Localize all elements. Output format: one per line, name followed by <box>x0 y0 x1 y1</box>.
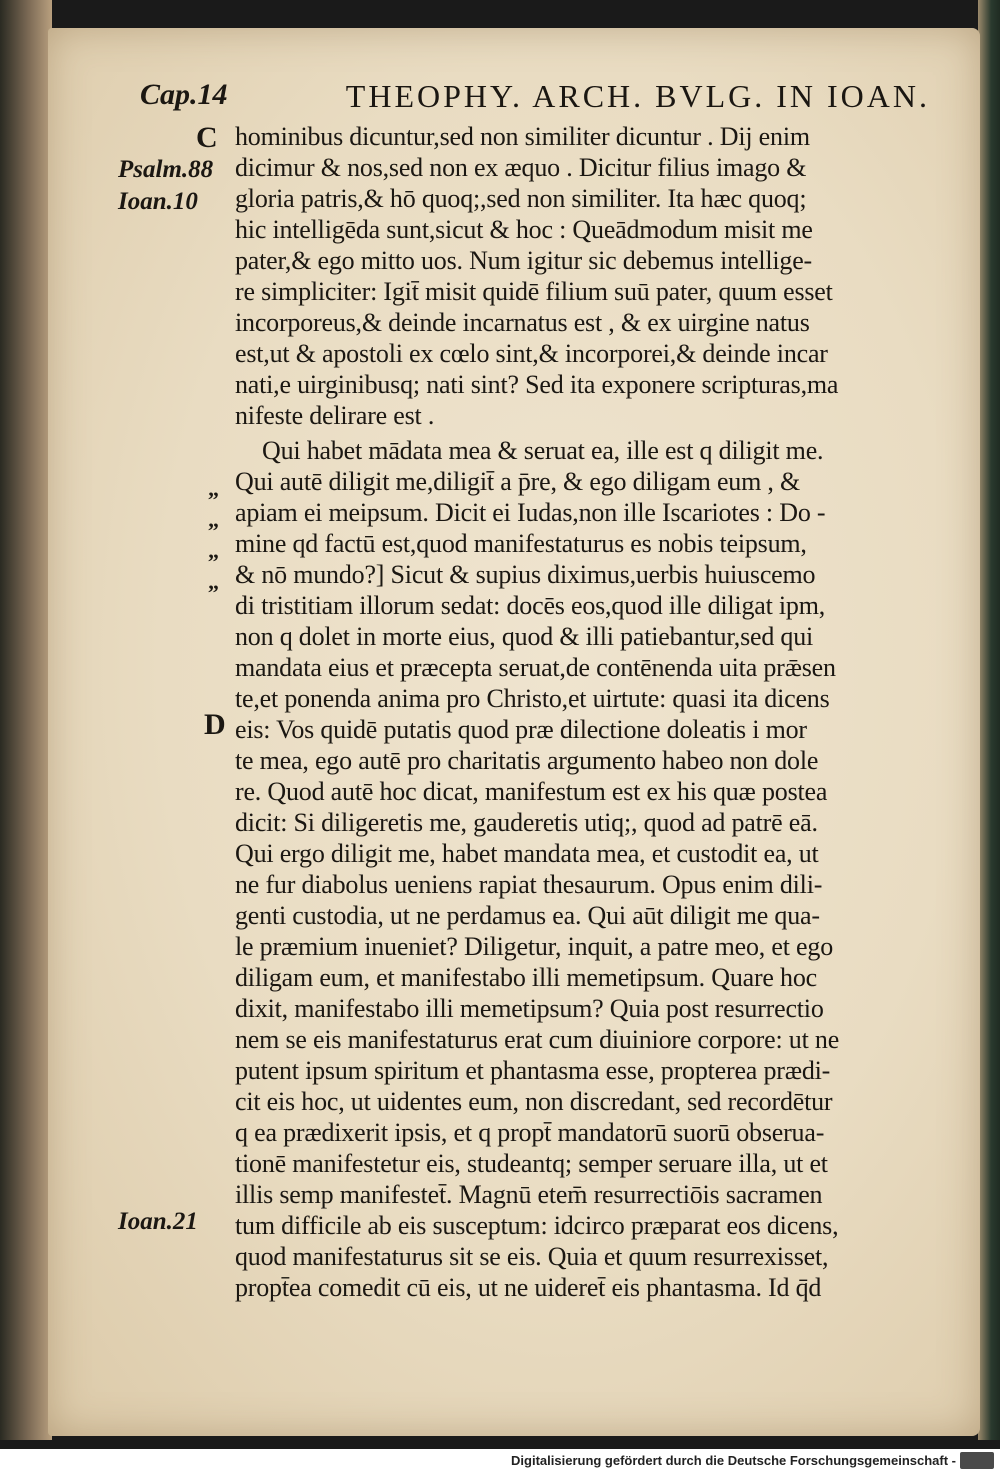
quote-mark: „ <box>208 538 219 563</box>
margin-section-letter-c: C <box>196 121 218 154</box>
text-line: pater,& ego mitto uos. Num igitur sic debemus intellige- <box>235 246 812 275</box>
text-line: q ea prædixerit ipsis, et q propt̄ mandatorū suorū obserua- <box>235 1118 825 1147</box>
text-line: diligam eum, et manifestabo illi memetipsum. Quare hoc <box>235 963 817 992</box>
text-line: mine qd factū est,quod manifestaturus es nobis teipsum, <box>235 529 807 558</box>
text-line: & nō mundo?] Sicut & supius diximus,uerbis huiuscemo <box>235 560 816 589</box>
text-line: genti custodia, ut ne perdamus ea. Qui aūt diligit me qua- <box>235 901 820 930</box>
text-line: Qui autē diligit me,diligit̄ a p̄re, & ego diligam eum , & <box>235 467 801 496</box>
book-edge-left <box>0 0 52 1440</box>
running-title: THEOPHY. ARCH. BVLG. IN IOAN. <box>345 78 930 114</box>
text-line: te mea, ego autē pro charitatis argumento habeo non dole <box>235 746 819 775</box>
text-line: quod manifestaturus sit se eis. Quia et quum resurrexisset, <box>235 1242 829 1271</box>
text-line: re simpliciter: Igit̄ misit quidē filium suū pater, quum esset <box>235 277 833 306</box>
text-line: tum difficile ab eis susceptum: idcirco præparat eos dicens, <box>235 1211 839 1240</box>
text-line: mandata eius et præcepta seruat,de contēnenda uita prǣsen <box>235 653 836 682</box>
text-line: cit eis hoc, ut uidentes eum, non discredant, sed recordētur <box>235 1087 833 1116</box>
text-line: re. Quod autē hoc dicat, manifestum est ex his quæ postea <box>235 777 828 806</box>
funding-footer <box>0 1449 1000 1474</box>
text-line: ne fur diabolus ueniens rapiat thesaurum. Opus enim dili- <box>235 870 823 899</box>
text-line: hominibus dicuntur,sed non similiter dicuntur . Dij enim <box>235 122 810 151</box>
quote-mark: „ <box>208 507 219 532</box>
text-line: le præmium inueniet? Diligetur, inquit, a patre meo, et ego <box>235 932 833 961</box>
text-line: illis semp manifestet̄. Magnū etem̄ resurrectiōis sacramen <box>235 1180 823 1209</box>
text-line: propt̄ea comedit cū eis, ut ne uideret̄ eis phantasma. Id q̄d <box>235 1273 822 1302</box>
text-line: tionē manifestetur eis, studeantq; semper seruare illa, ut et <box>235 1149 828 1178</box>
text-line: est,ut & apostoli ex cœlo sint,& incorporei,& deinde incar <box>235 339 828 368</box>
text-line: dixit, manifestabo illi memetipsum? Quia post resurrectio <box>235 994 824 1023</box>
text-line: te,et ponenda anima pro Christo,et uirtute: quasi ita dicens <box>235 684 830 713</box>
text-line: di tristitiam illorum sedat: docēs eos,quod ille diligat ipm, <box>235 591 826 620</box>
text-line: nati,e uirginibusq; nati sint? Sed ita exponere scripturas,ma <box>235 370 839 399</box>
text-line: dicimur & nos,sed non ex æquo . Dicitur filius imago & <box>235 153 807 182</box>
text-line: hic intelligēda sunt,sicut & hoc : Queādmodum misit me <box>235 215 813 244</box>
chapter-label: Cap.14 <box>140 78 228 111</box>
text-line: gloria patris,& hō quoq;,sed non similiter. Ita hæc quoq; <box>235 184 807 213</box>
margin-ref-ioan-21: Ioan.21 <box>118 1208 198 1235</box>
margin-section-letter-d: D <box>204 708 226 741</box>
dfg-logo-icon <box>960 1452 994 1469</box>
text-line: incorporeus,& deinde incarnatus est , & ex uirgine natus <box>235 308 810 337</box>
margin-ref-psalm: Psalm.88 <box>118 156 214 183</box>
text-line: nem se eis manifestaturus erat cum diuiniore corpore: ut ne <box>235 1025 840 1054</box>
text-line: nifeste delirare est . <box>235 401 435 430</box>
text-line: putent ipsum spiritum et phantasma esse, propterea prædi- <box>235 1056 831 1085</box>
text-line: eis: Vos quidē putatis quod præ dilectione doleatis i mor <box>235 715 807 744</box>
text-line: Qui habet mādata mea & seruat ea, ille est q diligit me. <box>262 436 824 465</box>
quote-mark: „ <box>208 476 219 501</box>
funding-credit: Digitalisierung gefördert durch die Deutsche Forschungsgemeinschaft - <box>511 1453 956 1468</box>
text-line: apiam ei meipsum. Dicit ei Iudas,non ille Iscariotes : Do - <box>235 498 826 527</box>
text-line: dicit: Si diligeretis me, gauderetis utiq;, quod ad patrē eā. <box>235 808 818 837</box>
text-line: non q dolet in morte eius, quod & illi patiebantur,sed qui <box>235 622 814 651</box>
text-line: Qui ergo diligit me, habet mandata mea, et custodit ea, ut <box>235 839 819 868</box>
quote-mark: „ <box>208 569 219 594</box>
margin-ref-ioan-10: Ioan.10 <box>118 188 198 215</box>
book-edge-right <box>978 0 1000 1440</box>
